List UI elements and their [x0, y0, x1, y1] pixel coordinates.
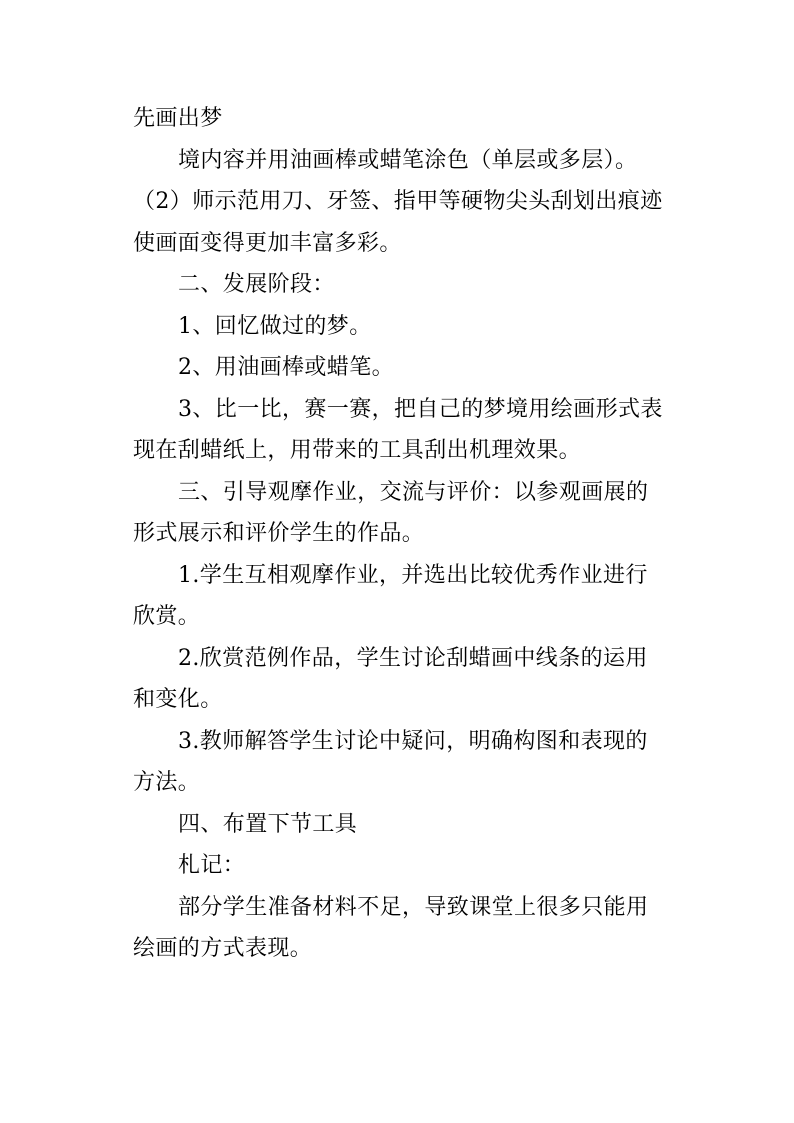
- list-item-peer-review: 1.学生互相观摩作业，并选出比较优秀作业进行欣赏。: [133, 562, 648, 629]
- section-heading-next-tools: 四、布置下节工具: [178, 811, 358, 837]
- document-body: [133, 98, 663, 970]
- paragraph-dream-coloring: 境内容并用油画棒或蜡笔涂色（单层或多层）。: [178, 147, 638, 173]
- notes-text: 部分学生准备材料不足，导致课堂上很多只能用绘画的方式表现。: [133, 894, 649, 961]
- list-item-appreciate-examples: 2.欣赏范例作品，学生讨论刮蜡画中线条的运用和变化。: [133, 645, 648, 712]
- notes-heading: 札记：: [178, 853, 246, 878]
- section-heading-evaluation: 三、引导观摩作业，交流与评价：以参观画展的形式展示和评价学生的作品。: [133, 479, 649, 546]
- list-item-use-crayons: 2、用油画棒或蜡笔。: [178, 355, 394, 380]
- section-heading-development: 二、发展阶段：: [178, 272, 335, 297]
- paragraph-teacher-demo: （2）师示范用刀、牙签、指甲等硬物尖头刮划出痕迹使画面变得更加丰富多彩。: [133, 189, 663, 256]
- list-item-compete: 3、比一比，赛一赛，把自己的梦境用绘画形式表现在刮蜡纸上，用带来的工具刮出机理效果。: [133, 396, 663, 463]
- paragraph-intro: 先画出梦: [133, 106, 223, 131]
- list-item-recall-dream: 1、回忆做过的梦。: [178, 313, 372, 339]
- list-item-teacher-answers: 3.教师解答学生讨论中疑问，明确构图和表现的方法。: [133, 728, 648, 795]
